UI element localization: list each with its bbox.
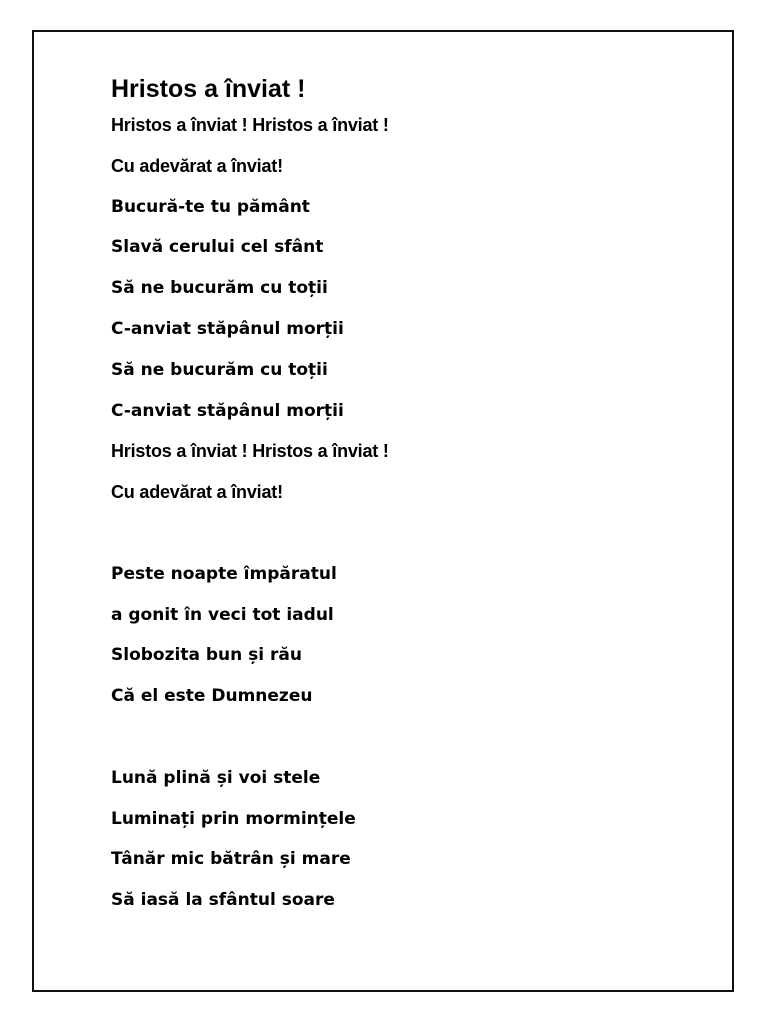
poem-body [111,74,711,929]
document-page [32,30,734,992]
poem-line: C-anviat stăpânul morții [111,318,344,339]
stanza-1 [111,113,711,521]
poem-line: Hristos a înviat ! Hristos a înviat ! [111,441,389,462]
poem-line: Slavă cerului cel sfânt [111,237,324,258]
stanza-2 [111,562,711,725]
poem-line: Luminați prin mormințele [111,808,356,829]
poem-line: Cu adevărat a înviat! [111,482,283,503]
poem-line: Să ne bucurăm cu toții [111,278,328,299]
poem-line: Slobozita bun și rău [111,645,302,666]
stanza-gap [111,521,711,562]
poem-line: Hristos a înviat ! Hristos a înviat ! [111,115,389,135]
poem-line: a gonit în veci tot iadul [111,604,334,625]
poem-line: Să ne bucurăm cu toții [111,359,328,380]
poem-title: Hristos a înviat ! [111,75,306,103]
poem-line: Că el este Dumnezeu [111,686,313,707]
poem-line: C-anviat stăpânul morții [111,400,344,421]
poem-line: Lună plină și voi stele [111,767,321,788]
poem-line: Peste noapte împăratul [111,563,337,584]
poem-line: Să iasă la sfântul soare [111,890,335,911]
stanza-gap [111,725,711,766]
poem-line: Bucură-te tu pământ [111,196,310,217]
stanza-3 [111,766,711,929]
poem-line: Cu adevărat a înviat! [111,155,283,176]
poem-line: Tânăr mic bătrân și mare [111,849,351,870]
